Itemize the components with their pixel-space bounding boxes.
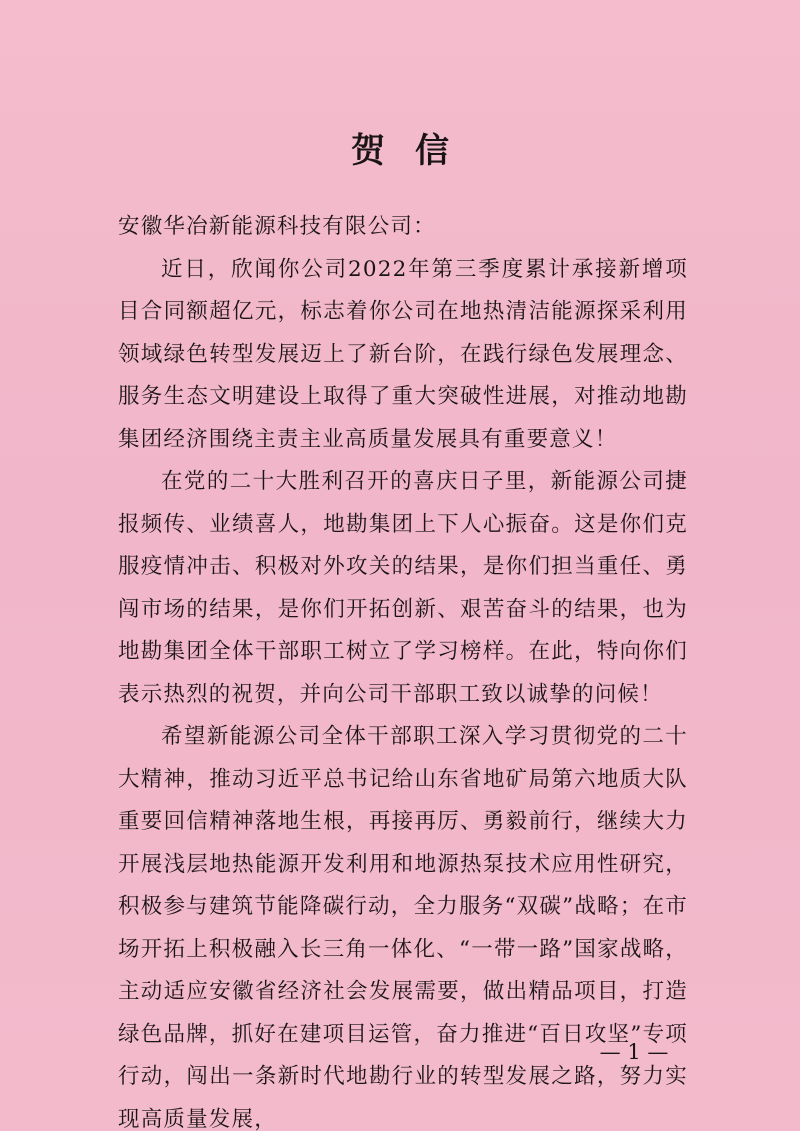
paragraph-2: 在党的二十大胜利召开的喜庆日子里，新能源公司捷报频传、业绩喜人，地勘集团上下人心振奋。这是你们克服疫情冲击、积极对外攻关的结果，是你们担当重任、勇闯市场的结果，是你们开拓创新、艰苦奋斗的结果，也为地勘集团全体干部职工树立了学习榜样。在此，特向你们表示热烈的祝贺，并向公司干部职工致以诚挚的问候！ (118, 469, 688, 707)
paragraph-1: 近日，欣闻你公司2022年第三季度累计承接新增项目合同额超亿元，标志着你公司在地热清洁能源探采利用领域绿色转型发展迈上了新台阶，在践行绿色发展理念、服务生态文明建设上取得了重大突破性进展，对推动地勘集团经济围绕主责主业高质量发展具有重要意义！ (118, 256, 688, 452)
paragraph-3: 希望新能源公司全体干部职工深入学习贯彻党的二十大精神，推动习近平总书记给山东省地矿局第六地质大队重要回信精神落地生根，再接再厉、勇毅前行，继续大力开展浅层地热能源开发利用和地源热泵技术应用性研究，积极参与建筑节能降碳行动，全力服务“双碳”战略；在市场开拓上积极融入长三角一体化、“一带一路”国家战略，主动适应安徽省经济社会发展需要，做出精品项目，打造绿色品牌，抓好在建项目运管，奋力推进“百日攻坚”专项行动，闯出一条新时代地勘行业的转型发展之路，努力实现高质量发展， (118, 724, 688, 1131)
salutation: 安徽华冶新能源科技有限公司： (118, 214, 436, 239)
letter-body (118, 206, 688, 1131)
page-number: — 1 — (599, 1040, 669, 1064)
document-title: 贺信 (351, 131, 479, 171)
